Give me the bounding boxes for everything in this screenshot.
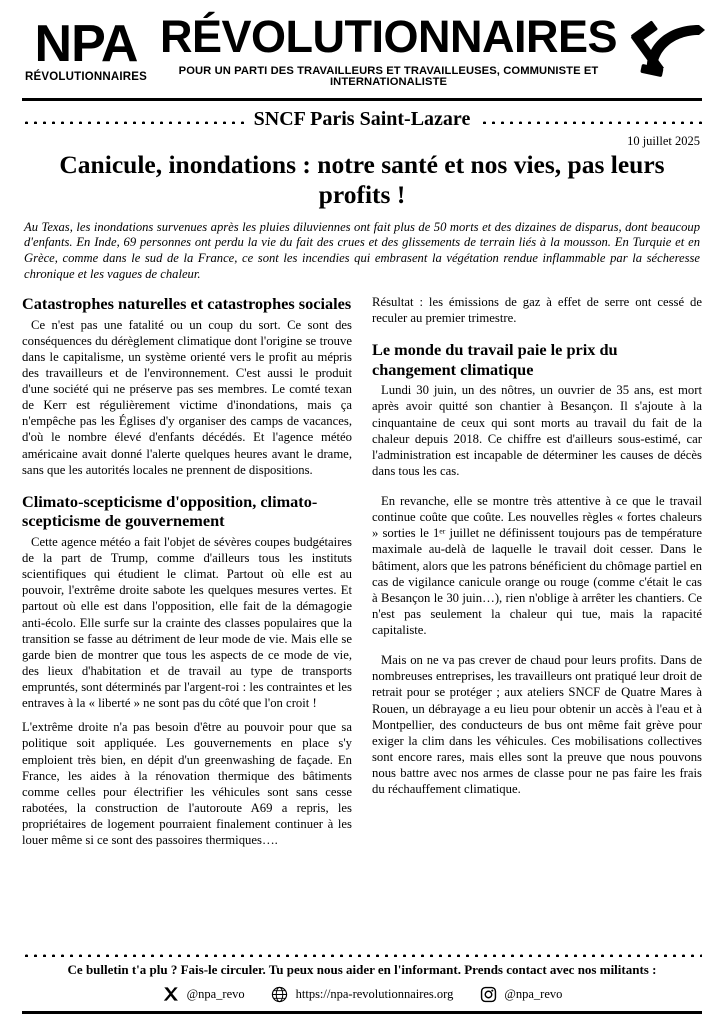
paragraph: L'extrême droite n'a pas besoin d'être au pouvoir pour que sa politique soit appliquée. Les gouvernements en place s'y emploient très bien, en dépit d'un greenwashing de façade. En France, les aides à la rénovation thermique des bâtiments comme celles pour électrifier les véhicules sont sans cesse rabotées, la construction de l'autoroute A69 a repris, les propriétaires de logement pourraient finalement continuer à les louer même si ce sont des passoires thermiques…. bbox=[22, 720, 352, 848]
footer bbox=[22, 949, 702, 1014]
local-section-name: SNCF Paris Saint-Lazare bbox=[253, 108, 471, 131]
social-link-instagram[interactable] bbox=[479, 985, 562, 1003]
paragraph: Mais on ne va pas crever de chaud pour leurs profits. Dans de nombreuses entreprises, les travailleurs ont pratiqué leur droit de retrait pour se protéger ; aux ateliers SNCF de Quatre Mares à Rouen, un débrayage a eu lieu pour obtenir un accès à l'eau et à Montpellier, des conducteurs de bus ont même fait grève pour exiger la clim dans les véhicules. Ces mobilisations collectives sont encore rares, mais elles sont la preuve que nous pouvons nous battre avec nos armes de classe pour ne pas faire les frais du réchauffement climatique. bbox=[372, 653, 702, 797]
paragraph: Lundi 30 juin, un des nôtres, un ouvrier de 35 ans, est mort après avoir quitté son chantier à Besançon. Il s'ajoute à la cinquantaine de ceux qui sont morts au travail du fait de la chaleur depuis 2018. Ce chiffre est d'ailleurs sous-estimé, car l'administration est incapable de déterminer les causes de décès dans tous les cas. bbox=[372, 383, 702, 478]
section-heading-climato-scepticisme: Climato-scepticisme d'opposition, climato-scepticisme de gouvernement bbox=[22, 491, 318, 531]
publication-subtitle: POUR UN PARTI DES TRAVAILLEURS ET TRAVAILLEUSES, COMMUNISTE ET INTERNATIONALISTE bbox=[178, 65, 599, 89]
npa-logo-subtitle: RÉVOLUTIONNAIRES bbox=[24, 71, 148, 84]
footer-social-links bbox=[22, 985, 702, 1003]
social-link-x[interactable] bbox=[162, 985, 245, 1003]
section-heading-monde-du-travail: Le monde du travail paie le prix du changement climatique bbox=[372, 340, 618, 379]
publication-title: RÉVOLUTIONNAIRES bbox=[160, 11, 618, 62]
npa-logo-word: NPA bbox=[34, 15, 138, 74]
dotted-rule-right bbox=[480, 116, 702, 124]
issue-date: 10 juillet 2025 bbox=[627, 134, 700, 149]
publication-title-block bbox=[160, 11, 618, 89]
x-twitter-icon bbox=[162, 985, 180, 1003]
article-columns bbox=[22, 294, 702, 949]
section-heading-catastrophes: Catastrophes naturelles et catastrophes sociales bbox=[22, 294, 352, 313]
social-handle: @npa_revo bbox=[504, 986, 563, 1001]
paragraph: Cette agence météo a fait l'objet de sévères coupes budgétaires de la part de Trump, comme d'ailleurs tous les instituts scientifiques qui étudient le climat. Partout où elle est au pouvoir, l'extrême droite sabote les quelques mesures vertes. Et partout où elle est dans l'opposition, elle fait de la démagogie anti-écolo. Elle surfe sur la crainte des classes populaires que la transition se fasse au détriment de leur mode de vie. Mais elle se garde bien de montrer que tous les aspects de ce mode de vie, des lieux d'habitation et de travail au type de transports empruntés, sont déterminés par l'argent-roi : les contraintes et les entraves à la « liberté » ne sont pas du côté que l'on croit ! bbox=[22, 534, 352, 711]
paragraph: En revanche, elle se montre très attentive à ce que le travail continue coûte que coûte. Les nouvelles règles « fortes chaleurs » sorties le 1ᵉʳ juillet ne définissent toujours pas de température maximale au-delà de laquelle le travail doit cesser. Dans le bâtiment, alors que les patrons bénéficient du chômage partiel en cas de vigilance canicule orange ou rouge (comme c'était le cas à Besançon le 30 juin…), rien n'oblige à arrêter les chantiers. Ce n'est pas seulement la chaleur qui tue, mais la rapacité capitaliste. bbox=[372, 494, 702, 638]
masthead-divider bbox=[22, 98, 702, 101]
instagram-icon bbox=[479, 985, 497, 1003]
headline: Canicule, inondations : notre santé et nos vies, pas leurs profits ! bbox=[59, 150, 665, 210]
social-handle: @npa_revo bbox=[186, 986, 245, 1001]
paragraph: Résultat : les émissions de gaz à effet de serre ont cessé de reculer au premier trimestre. bbox=[372, 295, 702, 326]
right-column bbox=[372, 294, 702, 949]
left-column bbox=[22, 294, 352, 949]
masthead bbox=[22, 11, 702, 92]
standfirst: Au Texas, les inondations survenues après les pluies diluviennes ont fait plus de 50 morts et des dizaines de disparus, dont beaucoup d'enfants. En Inde, 69 personnes ont perdu la vie du fait des crues et des glissements de terrain liés à la mousson. En Turquie et en Grèce, comme dans le sud de la France, ce sont les incendies qui embrasent la végétation rendue inflammable par la sécheresse chronique et les vagues de chaleur. bbox=[24, 219, 700, 282]
dotted-rule-left bbox=[22, 116, 244, 124]
globe-icon bbox=[271, 985, 289, 1003]
social-handle: https://npa-revolutionnaires.org bbox=[295, 986, 454, 1001]
local-banner bbox=[22, 108, 702, 131]
footer-divider bbox=[22, 1011, 702, 1014]
footer-call-to-action: Ce bulletin t'a plu ? Fais-le circuler. Tu peux nous aider en l'informant. Prends contact avec nos militants : bbox=[67, 962, 657, 977]
paragraph: Ce n'est pas une fatalité ou un coup du sort. Ce sont des conséquences du dérèglement climatique dont l'origine se trouve dans le capitalisme, un système orienté vers le profit au mépris des travailleurs et de l'environnement. C'est aussi le produit d'une société qui ne préserve pas ses membres. Le comté texan de Kerr est régulièrement victime d'inondations, mais ça n'empêche pas les Églises d'y organiser des camps de vacances, d'où le nombre élevé d'enfants décédés. Et l'agence météo américaine avait donné l'alerte quelques heures avant le drame, sans que les autorités locales ne prennent de dispositions. bbox=[22, 317, 352, 477]
npa-logo bbox=[22, 15, 150, 84]
hammer-and-sickle-icon bbox=[627, 19, 713, 83]
footer-dotted-rule bbox=[22, 949, 702, 957]
social-link-website[interactable] bbox=[271, 985, 454, 1003]
